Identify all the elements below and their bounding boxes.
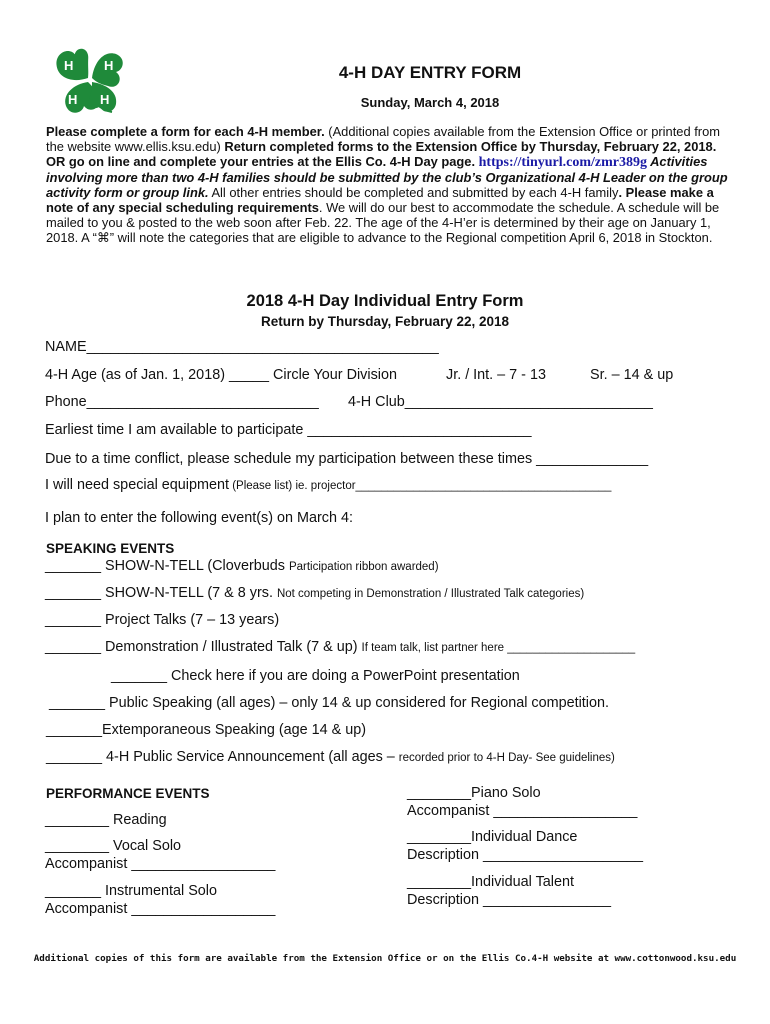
- entry-instrumental-solo[interactable]: _______ Instrumental Solo: [45, 883, 218, 899]
- club-field[interactable]: 4-H Club_______________________________: [348, 394, 653, 410]
- entry-powerpoint-check[interactable]: _______ Check here if you are doing a PowerPoint presentation: [111, 668, 520, 684]
- form-subtitle: Return by Thursday, February 22, 2018: [260, 314, 510, 329]
- conflict-time-field[interactable]: Due to a time conflict, please schedule my participation between these times ______________: [45, 451, 649, 467]
- entry-piano-solo[interactable]: ________Piano Solo: [407, 785, 541, 801]
- svg-text:H: H: [104, 58, 114, 73]
- page-title: 4-H DAY ENTRY FORM: [338, 63, 522, 82]
- svg-text:H: H: [68, 92, 78, 107]
- footer-note: Additional copies of this form are available from the Extension Office or on the Ellis Co.4-H website at www.cottonwood.ksu.edu: [33, 953, 737, 964]
- division-jr-int[interactable]: Jr. / Int. – 7 - 13: [446, 367, 546, 383]
- intro-paragraph: Please complete a form for each 4-H member. (Additional copies available from the Extension Office or printed from the website www.ellis.ksu.edu) Return completed forms to the Extension Office by Thursday, February 22, 2018. OR go on line and complete your entries at the Ellis Co. 4-H Day page. https://tinyurl.com/zmr389g Activities involving more than two 4-H families should be submitted by the club’s Organizational 4-H Leader on the group activity form or group link. All other entries should be completed and submitted by each 4-H family. Please make a note of any special scheduling requirements. We will do our best to accommodate the schedule. A schedule will be mailed to you & posted to the web soon after Feb. 22. The age of the 4-H’er is determined by their age on January 1, 2018. A “⌘” will note the categories that are eligible to advance to the Regional competition April 6, 2018 in Stockton.: [46, 124, 728, 245]
- online-entry-link[interactable]: https://tinyurl.com/zmr389g: [478, 155, 648, 170]
- entry-show-n-tell-7-8[interactable]: _______ SHOW-N-TELL (7 & 8 yrs. Not competing in Demonstration / Illustrated Talk categories): [45, 585, 585, 601]
- performance-events-heading: PERFORMANCE EVENTS: [46, 786, 210, 801]
- svg-text:H: H: [100, 92, 110, 107]
- speaking-events-heading: SPEAKING EVENTS: [46, 541, 175, 556]
- entry-reading[interactable]: ________ Reading: [45, 812, 167, 828]
- entry-extemporaneous[interactable]: _______Extemporaneous Speaking (age 14 & up): [46, 722, 367, 738]
- form-title: 2018 4-H Day Individual Entry Form: [246, 292, 524, 310]
- entry-show-n-tell-cloverbuds[interactable]: _______ SHOW-N-TELL (Cloverbuds Participation ribbon awarded): [45, 558, 439, 574]
- division-sr[interactable]: Sr. – 14 & up: [590, 367, 674, 383]
- vocal-accompanist-field[interactable]: Accompanist __________________: [45, 856, 276, 872]
- phone-field[interactable]: Phone_____________________________: [45, 394, 319, 410]
- name-field[interactable]: NAME____________________________________________: [45, 339, 439, 355]
- entry-project-talks[interactable]: _______ Project Talks (7 – 13 years): [45, 612, 280, 628]
- entry-vocal-solo[interactable]: ________ Vocal Solo: [45, 838, 182, 854]
- entry-psa[interactable]: _______ 4-H Public Service Announcement (all ages – recorded prior to 4-H Day- See guidelines): [46, 749, 615, 765]
- entry-demonstration[interactable]: _______ Demonstration / Illustrated Talk (7 & up) If team talk, list partner here ____________________: [45, 639, 636, 655]
- age-division-field[interactable]: 4-H Age (as of Jan. 1, 2018) _____ Circle Your Division: [45, 367, 397, 383]
- piano-accompanist-field[interactable]: Accompanist __________________: [407, 803, 638, 819]
- plan-statement: I plan to enter the following event(s) on March 4:: [45, 510, 353, 526]
- talent-description-field[interactable]: Description ________________: [407, 892, 612, 908]
- event-date: Sunday, March 4, 2018: [360, 95, 500, 110]
- svg-text:H: H: [64, 58, 74, 73]
- instrumental-accompanist-field[interactable]: Accompanist __________________: [45, 901, 276, 917]
- entry-individual-dance[interactable]: ________Individual Dance: [407, 829, 578, 845]
- dance-description-field[interactable]: Description ____________________: [407, 847, 644, 863]
- earliest-time-field[interactable]: Earliest time I am available to participate ____________________________: [45, 422, 532, 438]
- entry-public-speaking[interactable]: _______ Public Speaking (all ages) – only 14 & up considered for Regional competition.: [49, 695, 609, 711]
- entry-individual-talent[interactable]: ________Individual Talent: [407, 874, 574, 890]
- equipment-field[interactable]: I will need special equipment (Please list) ie. projector________________________________________: [45, 477, 612, 493]
